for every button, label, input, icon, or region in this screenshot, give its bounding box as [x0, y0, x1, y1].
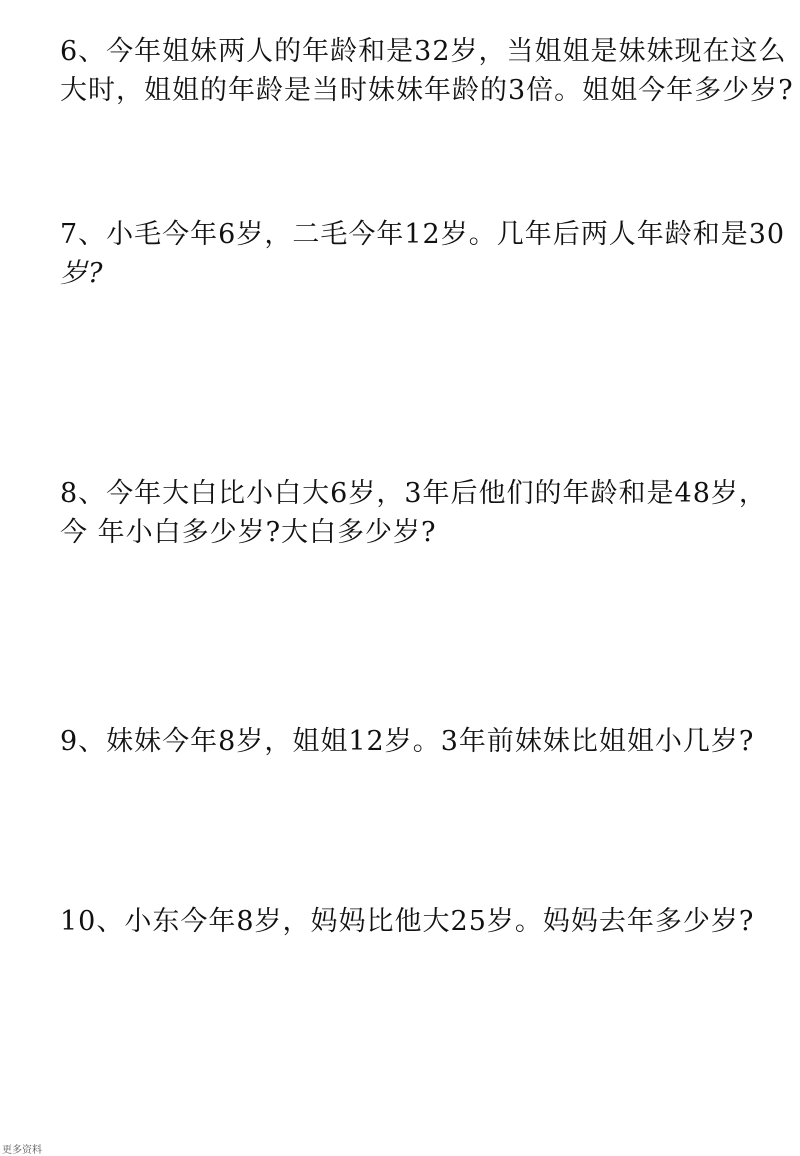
problem-6	[60, 32, 794, 110]
problem-7	[60, 215, 786, 293]
problem-10-line-1: 10、小东今年8岁，妈妈比他大25岁。妈妈去年多少岁?	[60, 906, 755, 937]
problem-7-line-1: 7、小毛今年6岁，二毛今年12岁。几年后两人年龄和是30	[60, 219, 786, 250]
footer-note: 更多资料	[2, 1145, 42, 1156]
problem-8	[60, 474, 770, 552]
problem-9	[60, 722, 770, 761]
problem-8-line-1: 8、今年大白比小白大6岁，3年后他们的年龄和是48岁，	[60, 478, 767, 509]
problem-9-line-1: 9、妹妹今年8岁，姐姐12岁。3年前妹妹比姐姐小几岁?	[60, 726, 755, 757]
problem-8-line-2: 今 年小白多少岁?大白多少岁?	[60, 517, 437, 548]
problem-10	[60, 902, 770, 941]
problem-6-line-1: 6、今年姐妹两人的年龄和是32岁，当姐姐是妹妹现在这么	[60, 36, 787, 67]
problem-7-line-2: 岁?	[60, 258, 104, 289]
problem-6-line-2: 大时，姐姐的年龄是当时妹妹年龄的3倍。姐姐今年多少岁?	[60, 75, 794, 106]
